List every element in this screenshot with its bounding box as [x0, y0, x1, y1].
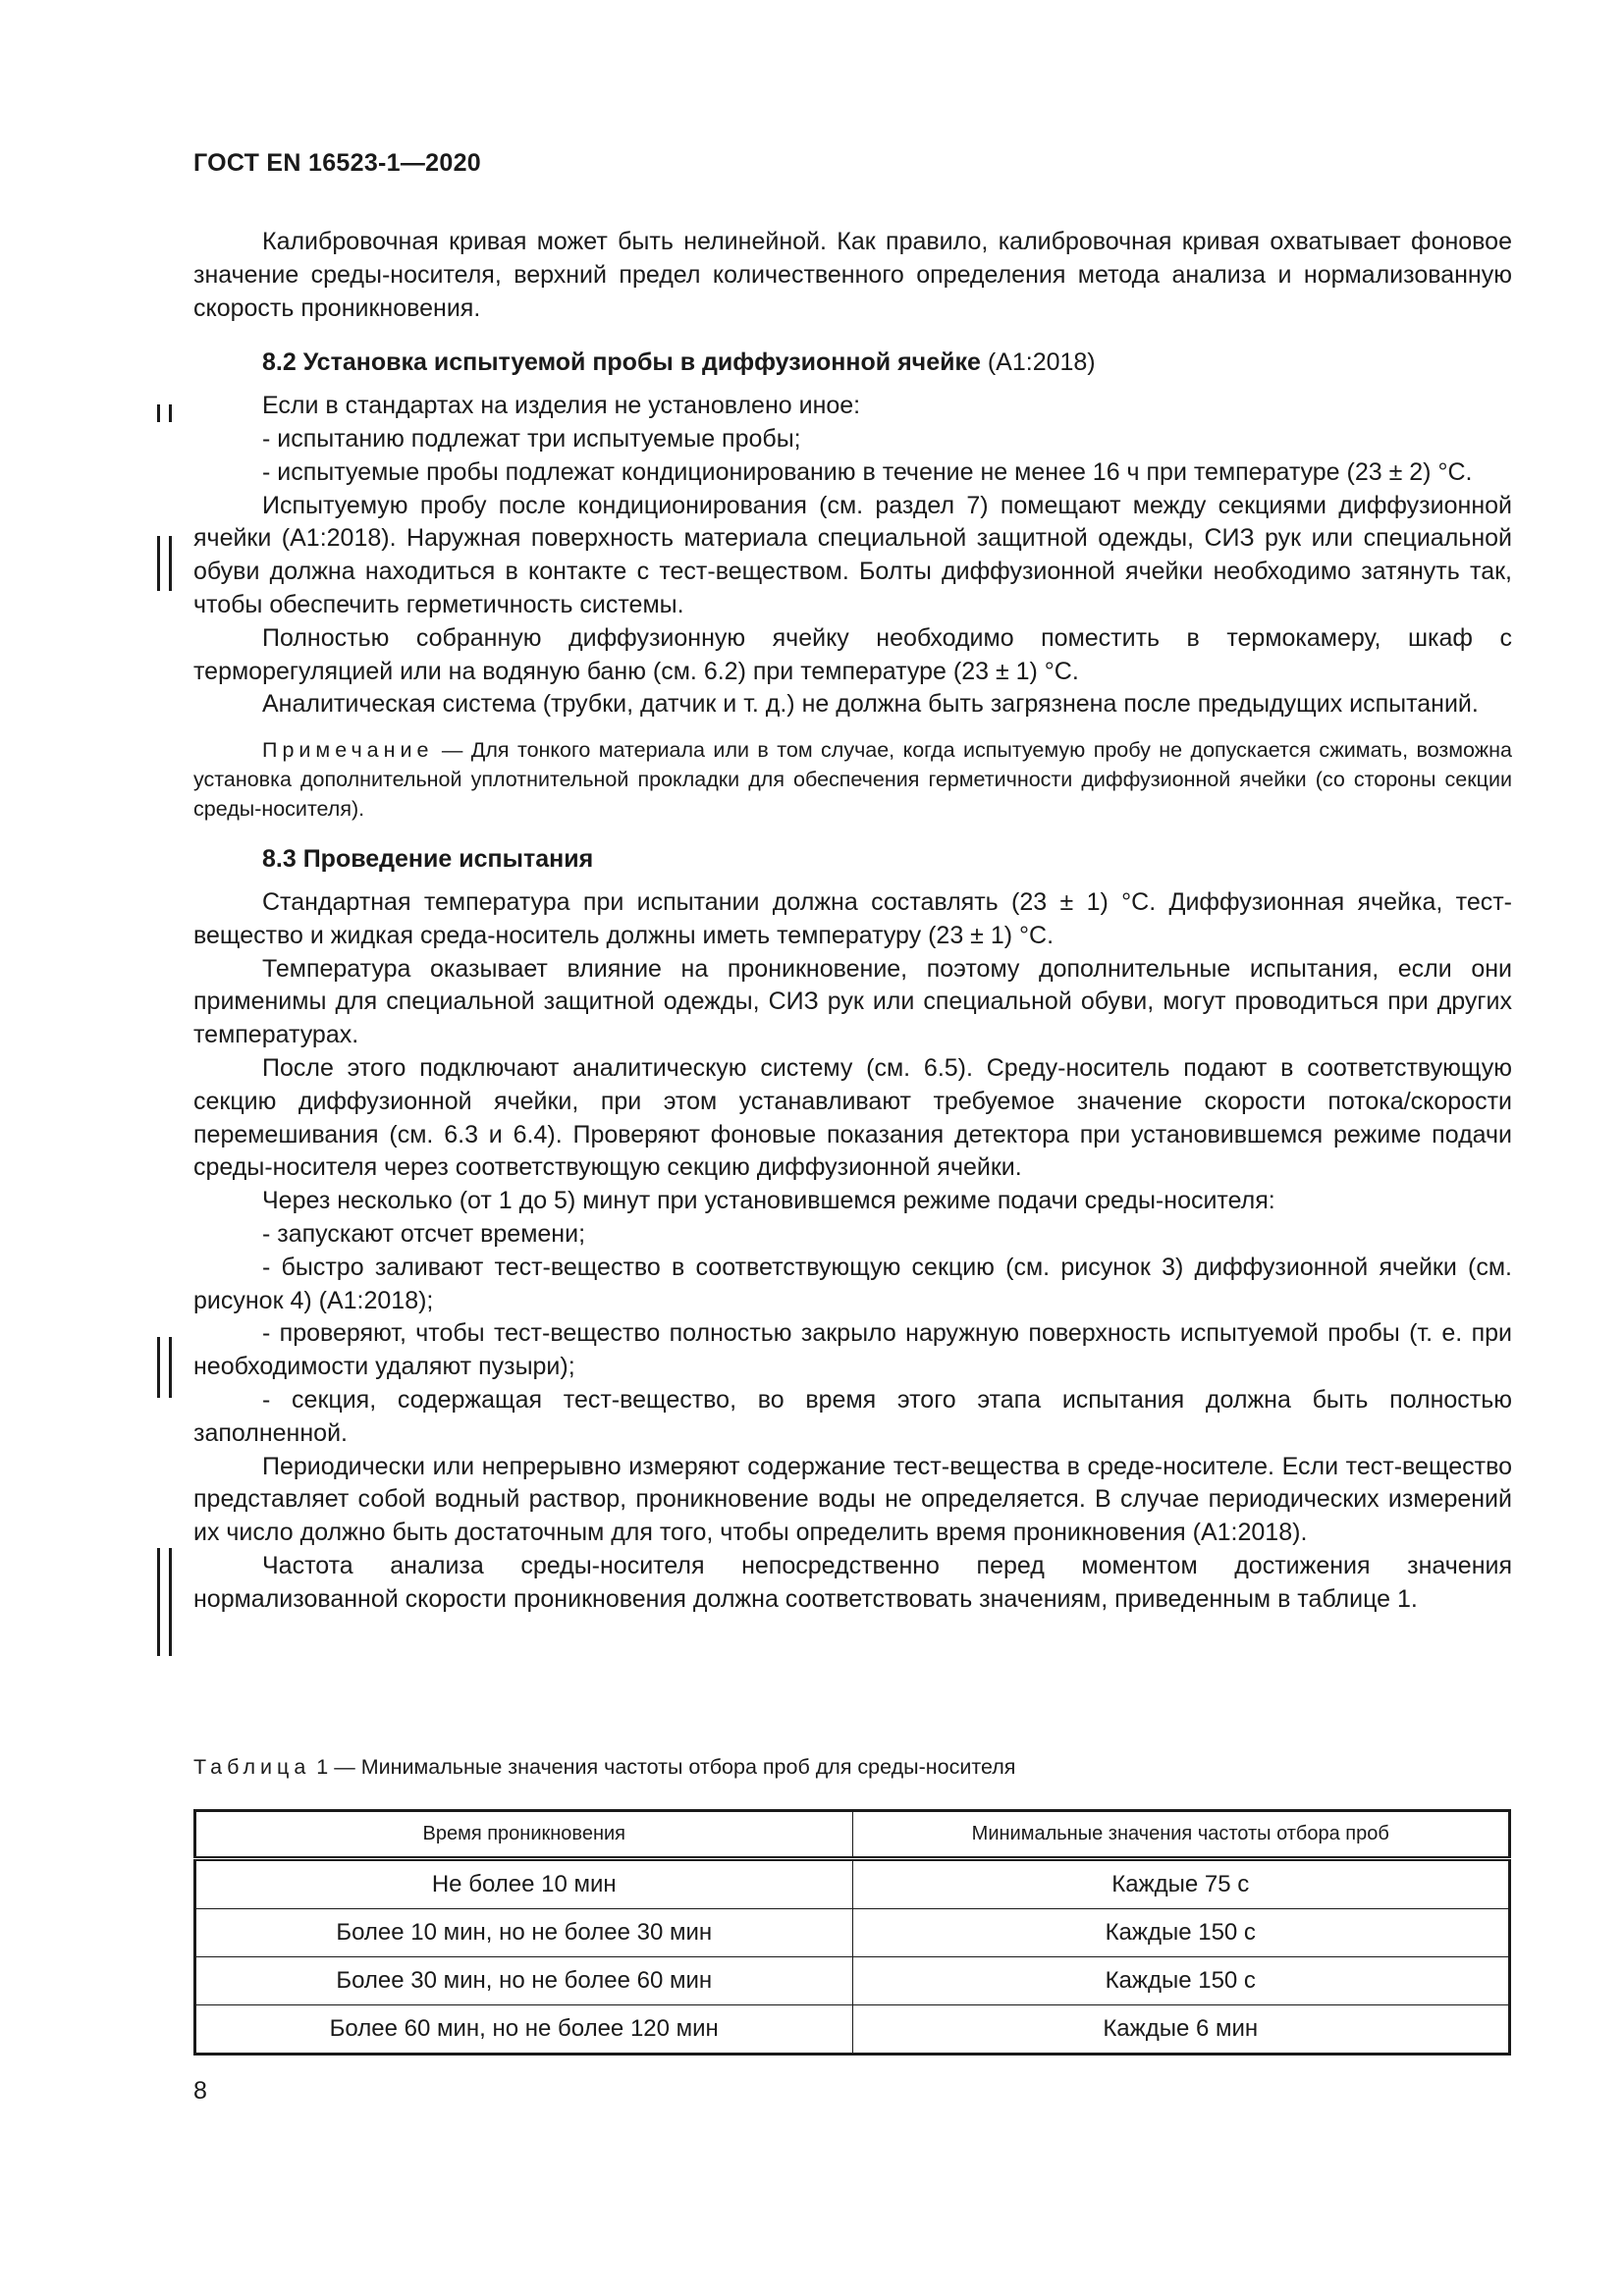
table-caption — [193, 1755, 1015, 1780]
table-cell: Каждые 150 с — [852, 1909, 1510, 1957]
note-text: — Для тонкого материала или в том случае, когда испытуемую пробу не допускается сжимать, возможна установка дополнительной уплотнительной прокладки для обеспечения герметичности диффузионной ячейки (со стороны секции среды-носителя). — [193, 738, 1512, 822]
column-header: Минимальные значения частоты отбора проб — [852, 1811, 1510, 1859]
paragraph: Калибровочная кривая может быть нелинейной. Как правило, калибровочная кривая охватывает фоновое значение среды-носителя, верхний предел количественного определения метода анализа и нормализованную скорость проникновения. — [193, 228, 1512, 322]
list-item: - быстро заливают тест-вещество в соответствующую секцию (см. рисунок 3) диффузионной ячейки (см. рисунок 4) (А1:2018); — [193, 1253, 1512, 1314]
note-label: Примечание — [262, 738, 434, 763]
amendment-ref: (А1:2018) — [987, 348, 1096, 377]
change-bar — [169, 1548, 172, 1656]
paragraph: Температура оказывает влияние на проникновение, поэтому дополнительные испытания, если они применимы для специальной защитной одежды, СИЗ рук или специальной обуви, могут проводиться при других температурах. — [193, 954, 1512, 1049]
table-header-row — [195, 1811, 1510, 1859]
sampling-frequency-table — [193, 1809, 1511, 2056]
page-number: 8 — [193, 2077, 207, 2105]
table-row — [195, 1909, 1510, 1957]
section-heading — [193, 347, 1512, 380]
paragraph: Через несколько (от 1 до 5) минут при установившемся режиме подачи среды-носителя: — [262, 1187, 1275, 1215]
table-cell: Каждые 6 мин — [852, 2005, 1510, 2055]
paragraph: Полностью собранную диффузионную ячейку необходимо поместить в термокамеру, шкаф с терморегуляцией или на водяную баню (см. 6.2) при температуре (23 ± 1) °C. — [193, 623, 1512, 685]
table-cell: Более 60 мин, но не более 120 мин — [195, 2005, 853, 2055]
paragraph: Стандартная температура при испытании должна составлять (23 ± 1) °C. Диффузионная ячейка, тест-вещество и жидкая среда-носитель должны иметь температуру (23 ± 1) °C. — [193, 887, 1512, 949]
list-item: - проверяют, чтобы тест-вещество полностью закрыло наружную поверхность испытуемой пробы (т. е. при необходимости удаляют пузыри); — [193, 1319, 1512, 1381]
change-bar — [157, 1337, 160, 1398]
table-caption-text: 1 — Минимальные значения частоты отбора проб для среды-носителя — [316, 1755, 1016, 1779]
table-row — [195, 1859, 1510, 1909]
table-row — [195, 1957, 1510, 2005]
table-cell: Не более 10 мин — [195, 1859, 853, 1909]
list-item: - испытуемые пробы подлежат кондиционированию в течение не менее 16 ч при температуре (23 ± 2) °C. — [262, 457, 1473, 486]
list-item: - запускают отсчет времени; — [262, 1219, 586, 1248]
note — [193, 735, 1512, 824]
table-cell: Более 30 мин, но не более 60 мин — [195, 1957, 853, 2005]
table-row — [195, 2005, 1510, 2055]
table-cell: Каждые 75 с — [852, 1859, 1510, 1909]
list-item: - секция, содержащая тест-вещество, во время этого этапа испытания должна быть полностью заполненной. — [193, 1385, 1512, 1447]
document-header: ГОСТ EN 16523-1—2020 — [193, 149, 481, 177]
paragraph: Периодически или непрерывно измеряют содержание тест-вещества в среде-носителе. Если тест-вещество представляет собой водный раствор, проникновение воды не определяется. В случае периодических измерений их число должно быть достаточным для того, чтобы определить время проникновения (А1:2018). — [193, 1452, 1512, 1547]
list-item: - испытанию подлежат три испытуемые пробы; — [262, 424, 801, 453]
change-bar — [157, 1548, 160, 1656]
table-caption-label: Таблица — [193, 1755, 311, 1779]
paragraph: Испытуемую пробу после кондиционирования (см. раздел 7) помещают между секциями диффузионной ячейки (А1:2018). Наружная поверхность материала специальной защитной одежды, СИЗ рук или специальной обуви должна находиться в контакте с тест-веществом. Болты диффузионной ячейки необходимо затянуть так, чтобы обеспечить герметичность системы. — [193, 491, 1512, 618]
change-bar — [169, 536, 172, 591]
paragraph: Если в стандартах на изделия не установлено иное: — [262, 392, 861, 420]
main-text — [193, 226, 1512, 1616]
table-cell: Каждые 150 с — [852, 1957, 1510, 2005]
paragraph: Частота анализа среды-носителя непосредственно перед моментом достижения значения нормализованной скорости проникновения должна соответствовать значениям, приведенным в таблице 1. — [193, 1551, 1512, 1613]
paragraph: Аналитическая система (трубки, датчик и т. д.) не должна быть загрязнена после предыдущих испытаний. — [262, 690, 1479, 719]
change-bar — [169, 404, 172, 422]
paragraph: После этого подключают аналитическую систему (см. 6.5). Среду-носитель подают в соответствующую секцию диффузионной ячейки, при этом устанавливают требуемое значение скорости потока/скорости перемешивания (см. 6.3 и 6.4). Проверяют фоновые показания детектора при установившемся режиме подачи среды-носителя через соответствующую секцию диффузионной ячейки. — [193, 1053, 1512, 1182]
section-title: 8.2 Установка испытуемой пробы в диффузионной ячейке — [262, 348, 981, 377]
column-header: Время проникновения — [195, 1811, 853, 1859]
change-bar — [157, 536, 160, 591]
change-bar — [157, 404, 160, 422]
change-bar — [169, 1337, 172, 1398]
section-heading: 8.3 Проведение испытания — [262, 845, 594, 874]
table-cell: Более 10 мин, но не более 30 мин — [195, 1909, 853, 1957]
